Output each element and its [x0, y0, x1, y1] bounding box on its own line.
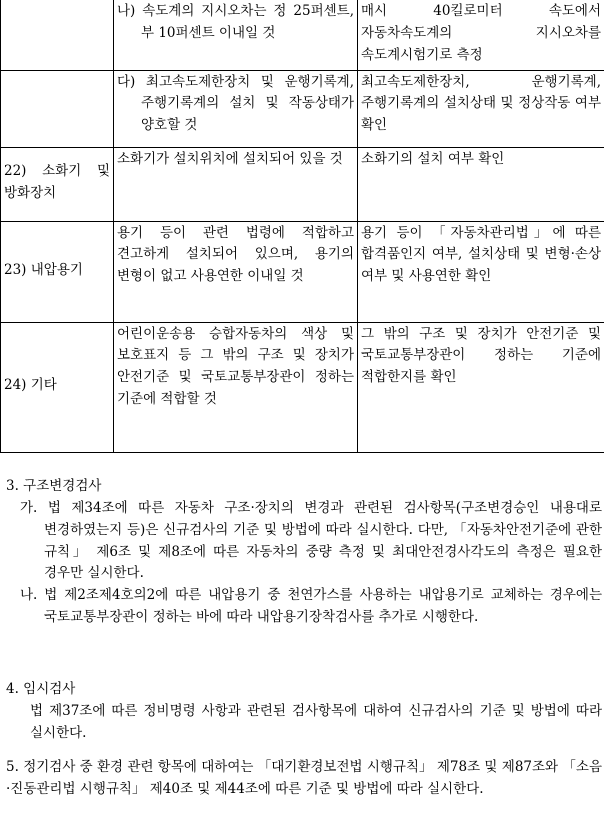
table-row: [1, 322, 604, 452]
section-4: [0, 679, 604, 745]
table-cell-criteria: 다) 최고속도제한장치 및 운행기록계, 주행기록계의 설치 및 작동상태가 양호할 것: [114, 70, 358, 147]
table-cell-criteria: 소화기가 설치위치에 설치되어 있을 것: [114, 147, 358, 221]
section-5: [0, 757, 604, 801]
table-row: [1, 70, 604, 147]
list-item: 가. 법 제34조에 따른 자동차 구조·장치의 변경과 관련된 검사항목(구조변경승인 내용대로 변경하였는지 등)은 신규검사의 기준 및 방법에 따라 실시한다. 다만, 「자동차안전기준에 관한 규칙」 제6조 및 제8조에 따른 자동차의 중량 측정 및 최대안전경사각도의 측정은 필요한 경우만 실시한다.: [20, 499, 602, 582]
table-cell-method: 용기 등이 「자동차관리법」에 따른 합격품인지 여부, 설치상태 및 변형·손상 여부 및 사용연한 확인: [358, 221, 604, 322]
section-heading: 3. 구조변경검사: [6, 478, 102, 494]
paragraph: 법 제37조에 따른 정비명령 사항과 관련된 검사항목에 대하여 신규검사의 기준 및 방법에 따라 실시한다.: [30, 702, 602, 741]
table-cell-label: 22) 소화기 및 방화장치: [1, 147, 114, 221]
paragraph: 5. 정기검사 중 환경 관련 항목에 대하여는 「대기환경보전법 시행규칙」 제78조 및 제87조와 「소음·진동관리법 시행규칙」 제40조 및 제44조에 따른 기준 및 방법에 따라 실시한다.: [6, 759, 602, 797]
table-cell-method: 매시 40킬로미터 속도에서 자동차속도계의 지시오차를 속도계시험기로 측정: [358, 0, 604, 70]
table-cell-label: [1, 0, 114, 70]
table-cell-label: 24) 기타: [1, 322, 114, 452]
section-3: [0, 476, 604, 629]
table-cell-criteria: 어린이운송용 승합자동차의 색상 및 보호표지 등 그 밖의 구조 및 장치가 안전기준 및 국토교통부장관이 정하는 기준에 적합할 것: [114, 322, 358, 452]
table-cell-criteria: 나) 속도계의 지시오차는 정 25퍼센트, 부 10퍼센트 이내일 것: [114, 0, 358, 70]
table-cell-method: 최고속도제한장치, 운행기록계, 주행기록계의 설치상태 및 정상작동 여부 확인: [358, 70, 604, 147]
section-heading: 4. 임시검사: [6, 681, 76, 697]
table-cell-label: 23) 내압용기: [1, 221, 114, 322]
table-row: [1, 0, 604, 70]
table-cell-criteria: 용기 등이 관련 법령에 적합하고 견고하게 설치되어 있으며, 용기의 변형이 없고 사용연한 이내일 것: [114, 221, 358, 322]
table-cell-method: 소화기의 설치 여부 확인: [358, 147, 604, 221]
list-item: 나. 법 제2조제4호의2에 따른 내압용기 중 천연가스를 사용하는 내압용기로 교체하는 경우에는 국토교통부장관이 정하는 바에 따라 내압용기장착검사를 추가로 시행한다.: [20, 587, 602, 626]
table-cell-label: [1, 70, 114, 147]
table-cell-method: 그 밖의 구조 및 장치가 안전기준 및 국토교통부장관이 정하는 기준에 적합한지를 확인: [358, 322, 604, 452]
table-row: [1, 221, 604, 322]
table-row: [1, 147, 604, 221]
